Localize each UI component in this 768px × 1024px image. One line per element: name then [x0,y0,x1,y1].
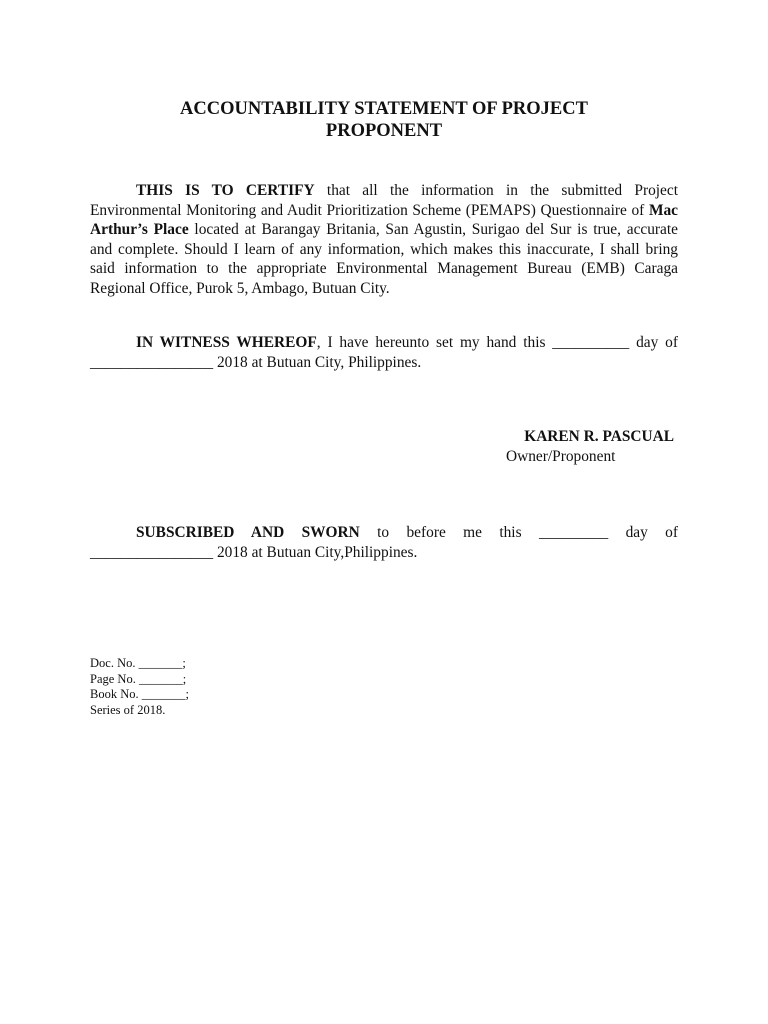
signatory-name: KAREN R. PASCUAL [524,428,674,445]
title-line-2: PROPONENT [325,121,443,141]
signatory-role: Owner/Proponent [506,448,616,465]
certify-text-b: located at Barangay Britania, San Agustin, Surigao del Sur is true, accurate and complete. Should I learn of any information, which makes this inaccurate, I shall bring said information to the appropriate Environmental Management Bureau (EMB) Caraga Regional Office, Purok 5, Ambago, Butuan City. [90,221,678,297]
document-title [90,98,678,142]
series-year: Series of 2018. [90,702,166,717]
page-number: Page No. _______; [90,671,187,686]
project-name: Mac Arthur’s Place [90,201,678,239]
certification-paragraph [90,181,678,299]
title-line-1: ACCOUNTABILITY STATEMENT OF PROJECT [180,99,588,119]
book-number: Book No. _______; [90,687,189,702]
certify-lead: THIS IS TO CERTIFY [136,182,315,199]
sworn-text: to before me this _________ day of ________________ 2018 at Butuan City,Philippines. [90,524,678,561]
witness-lead: IN WITNESS WHEREOF [136,334,317,351]
witness-text: , I have hereunto set my hand this __________ day of ________________ 2018 at Butuan City, Philippines. [90,334,678,371]
witness-paragraph [90,333,678,372]
notary-block [90,656,189,718]
sworn-paragraph [90,523,678,562]
certify-text-a: that all the information in the submitted Project Environmental Monitoring and Audit Prioritization Scheme (PEMAPS) Questionnaire of [90,182,678,219]
doc-number: Doc. No. _______; [90,656,186,670]
sworn-lead: SUBSCRIBED AND SWORN [136,524,360,541]
